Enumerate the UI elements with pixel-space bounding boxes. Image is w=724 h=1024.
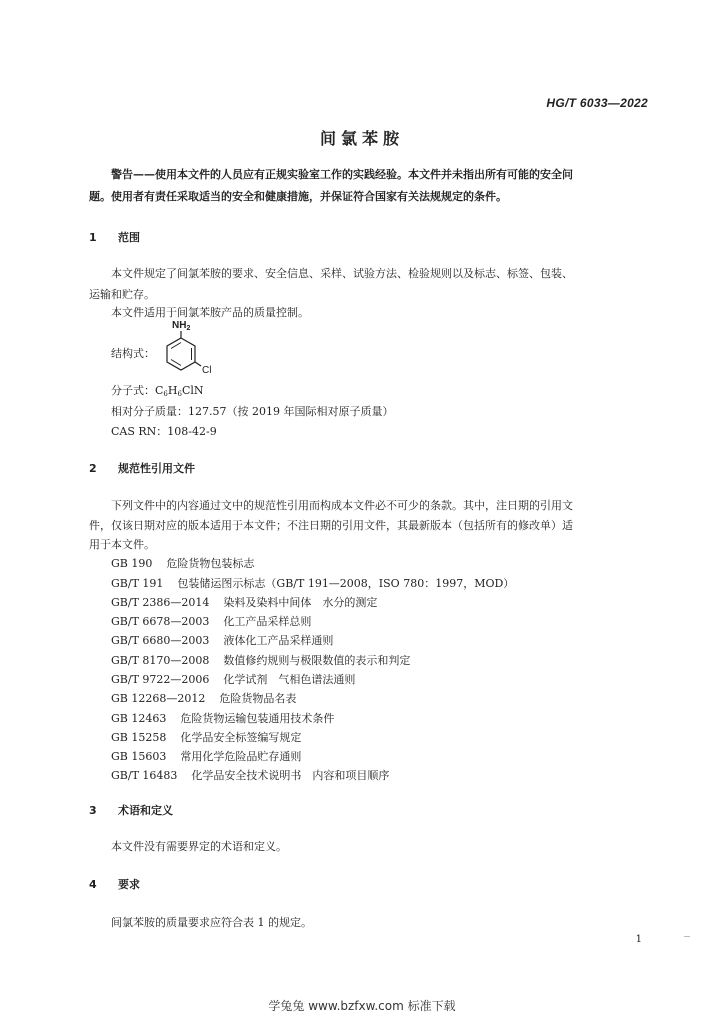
reference-item — [111, 748, 301, 764]
reference-code: GB 190 — [111, 557, 153, 570]
section-number: 2 — [89, 462, 97, 475]
refs-intro-line-2: 件，仅该日期对应的版本适用于本文件；不注日期的引用文件，其最新版本（包括所有的修改单）适 — [89, 519, 573, 532]
warning-line-2: 题。使用者有责任采取适当的安全和健康措施，并保证符合国家有关法规规定的条件。 — [89, 190, 507, 203]
cas-number: CAS RN：108-42-9 — [111, 425, 217, 438]
section-3-heading — [89, 802, 173, 818]
reference-code: GB 12463 — [111, 712, 167, 725]
formula-h: H — [167, 384, 178, 397]
formula-h-sub: 6 — [177, 390, 182, 398]
reference-code: GB/T 9722—2006 — [111, 673, 210, 686]
formula-c: C — [155, 384, 164, 397]
reference-code: GB 12268—2012 — [111, 692, 206, 705]
reference-code: GB/T 8170—2008 — [111, 654, 210, 667]
scope-para-1-line-2: 运输和贮存。 — [89, 288, 155, 301]
reference-item — [111, 575, 514, 591]
section-title: 要求 — [118, 878, 140, 891]
reference-item — [111, 767, 389, 783]
chloro-text: Cl — [202, 365, 212, 376]
section-number: 1 — [89, 231, 97, 244]
reference-title: 数值修约规则与极限数值的表示和判定 — [223, 654, 411, 667]
reference-item — [111, 632, 333, 648]
document-title: 间氯苯胺 — [319, 129, 404, 148]
formula-rest: ClN — [181, 384, 204, 397]
reference-item — [111, 652, 410, 668]
scope-para-1-line-1: 本文件规定了间氯苯胺的要求、安全信息、采样、试验方法、检验规则以及标志、标签、包装、 — [111, 267, 573, 280]
structure-label: 结构式： — [111, 347, 155, 360]
reference-item — [111, 555, 254, 571]
section-title: 范围 — [118, 231, 140, 244]
section-title: 规范性引用文件 — [118, 462, 195, 475]
scope-para-2: 本文件适用于间氯苯胺产品的质量控制。 — [111, 306, 309, 319]
reference-title: 化学品安全技术说明书 内容和项目顺序 — [191, 769, 390, 782]
amino-text: NH — [172, 320, 187, 331]
formula-label: 分子式： — [111, 384, 155, 397]
section-1-heading — [89, 229, 140, 245]
molecular-formula — [111, 382, 204, 398]
section-4-heading — [89, 876, 140, 892]
terms-para: 本文件没有需要界定的术语和定义。 — [111, 840, 287, 853]
reference-code: GB 15258 — [111, 731, 167, 744]
refs-intro-line-3: 用于本文件。 — [89, 538, 155, 551]
footer-watermark: 学兔兔 www.bzfxw.com 标准下载 — [268, 999, 456, 1013]
section-2-heading — [89, 460, 195, 476]
reference-item — [111, 594, 377, 610]
reference-item — [111, 690, 296, 706]
benzene-ring-structure — [157, 322, 227, 380]
reference-title: 化学试剂 气相色谱法通则 — [223, 673, 356, 686]
margin-mark — [684, 936, 690, 937]
reference-title: 化学品安全标签编写规定 — [180, 731, 302, 744]
reference-title: 化工产品采样总则 — [223, 615, 312, 628]
reference-code: GB/T 6678—2003 — [111, 615, 210, 628]
reference-title: 常用化学危险品贮存通则 — [180, 750, 302, 763]
refs-intro-line-1: 下列文件中的内容通过文中的规范性引用而构成本文件必不可少的条款。其中，注日期的引用文 — [111, 499, 573, 512]
reference-title: 危险货物运输包装通用技术条件 — [180, 712, 335, 725]
reference-title: 包装储运图示标志（GB/T 191—2008，ISO 780：1997，MOD） — [177, 577, 515, 590]
reference-code: GB/T 16483 — [111, 769, 178, 782]
structure-chloro-group — [202, 365, 211, 376]
reference-code: GB/T 6680—2003 — [111, 634, 210, 647]
reference-title: 染料及染料中间体 水分的测定 — [223, 596, 378, 609]
reference-title: 危险货物品名表 — [219, 692, 297, 705]
amino-subscript: 2 — [186, 325, 191, 332]
formula-c-sub: 6 — [163, 390, 168, 398]
reference-code: GB/T 2386—2014 — [111, 596, 210, 609]
requirements-para: 间氯苯胺的质量要求应符合表 1 的规定。 — [111, 916, 312, 929]
warning-line-1: 警告——使用本文件的人员应有正规实验室工作的实践经验。本文件并未指出所有可能的安全问 — [111, 168, 573, 181]
relative-molecular-mass: 相对分子质量：127.57（按 2019 年国际相对原子质量） — [111, 405, 394, 418]
structure-amino-group — [172, 320, 190, 332]
reference-title: 危险货物包装标志 — [166, 557, 255, 570]
standard-number: HG/T 6033—2022 — [546, 96, 648, 110]
reference-title: 液体化工产品采样通则 — [223, 634, 334, 647]
reference-code: GB/T 191 — [111, 577, 164, 590]
section-number: 4 — [89, 878, 97, 891]
page-number: 1 — [635, 934, 642, 945]
reference-item — [111, 710, 334, 726]
reference-code: GB 15603 — [111, 750, 167, 763]
reference-item — [111, 671, 355, 687]
section-title: 术语和定义 — [118, 804, 173, 817]
reference-item — [111, 729, 301, 745]
section-number: 3 — [89, 804, 97, 817]
reference-item — [111, 613, 311, 629]
